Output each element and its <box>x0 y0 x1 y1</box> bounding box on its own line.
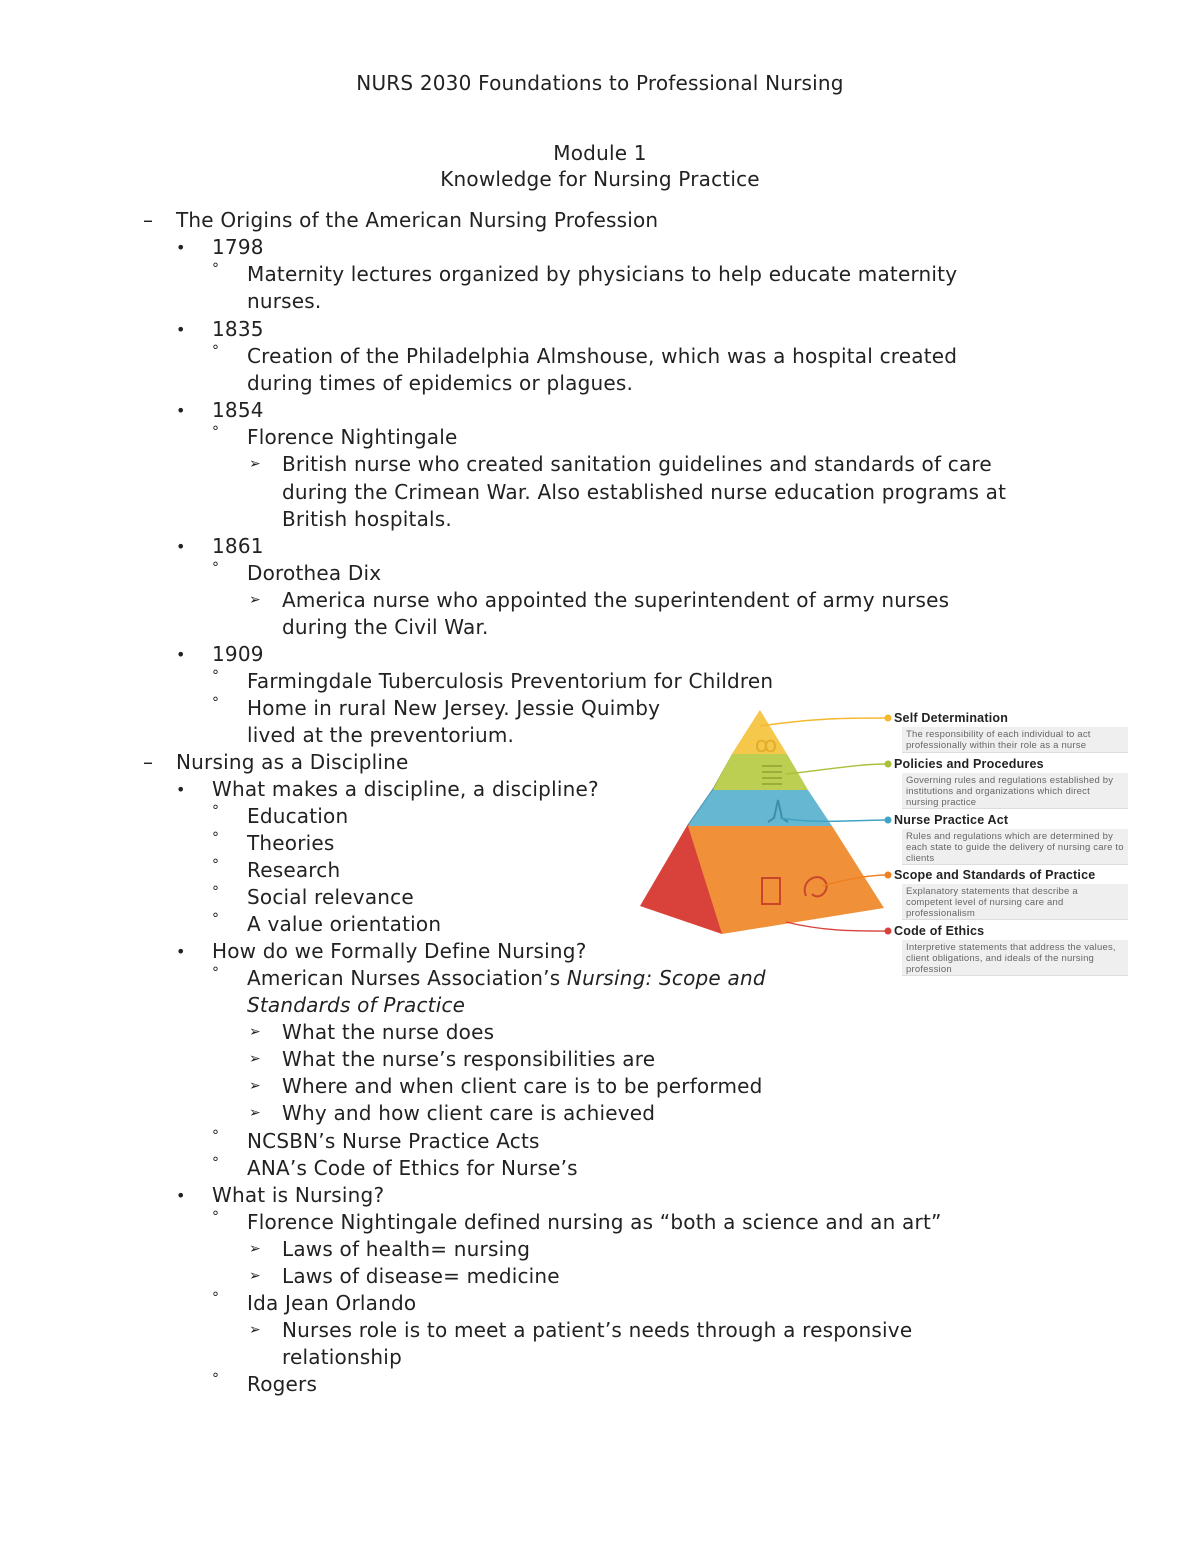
circle-marker: ° <box>212 884 220 900</box>
circle-marker: ° <box>212 1209 220 1225</box>
circle-marker: ° <box>212 1128 220 1144</box>
item-1835-line2: during times of epidemics or plagues. <box>247 371 634 395</box>
bullet-marker: • <box>176 238 186 257</box>
bullet-marker: • <box>176 320 186 339</box>
discipline-item: Research <box>247 858 341 882</box>
legend-dot <box>885 817 892 824</box>
pyramid-tier-policies <box>713 754 808 790</box>
person-rogers: Rogers <box>247 1372 318 1396</box>
question-discipline: What makes a discipline, a discipline? <box>212 777 599 801</box>
course-title: NURS 2030 Foundations to Professional Nursing <box>356 71 844 95</box>
circle-marker: ° <box>212 668 220 684</box>
arrow-bullet-icon: ➢ <box>249 1024 261 1040</box>
circle-marker: ° <box>212 857 220 873</box>
nightingale-desc-line3: British hospitals. <box>282 507 452 531</box>
legend-desc-nurse-practice-act: Rules and regulations which are determined by each state to guide the delivery of nursing care to clients <box>902 829 1128 865</box>
nightingale-definition: Florence Nightingale defined nursing as “both a science and an art” <box>247 1210 942 1234</box>
year-1835: 1835 <box>212 317 264 341</box>
dash-marker: – <box>143 750 154 774</box>
nightingale-desc-line2: during the Crimean War. Also established nurse education programs at <box>282 480 1007 504</box>
ana-point: Where and when client care is to be performed <box>282 1074 763 1098</box>
year-1854: 1854 <box>212 398 264 422</box>
arrow-bullet-icon: ➢ <box>249 1051 261 1067</box>
bullet-marker: • <box>176 1186 186 1205</box>
nursing-practice-pyramid-figure <box>636 700 1132 982</box>
year-1909: 1909 <box>212 642 264 666</box>
module-subtitle: Knowledge for Nursing Practice <box>440 167 760 191</box>
question-define-nursing: How do we Formally Define Nursing? <box>212 939 587 963</box>
ana-scope-title-part1: Nursing: Scope and <box>566 966 766 990</box>
person-nightingale: Florence Nightingale <box>247 425 458 449</box>
circle-marker: ° <box>212 695 220 711</box>
discipline-item: Theories <box>247 831 335 855</box>
legend-desc-code-of-ethics: Interpretive statements that address the values, client obligations, and ideals of the nursing profession <box>902 940 1128 976</box>
circle-marker: ° <box>212 911 220 927</box>
section-heading-discipline: Nursing as a Discipline <box>176 750 409 774</box>
ana-point: What the nurse does <box>282 1020 495 1044</box>
arrow-bullet-icon: ➢ <box>249 1322 261 1338</box>
circle-marker: ° <box>212 1371 220 1387</box>
dix-desc-line1: America nurse who appointed the superintendent of army nurses <box>282 588 950 612</box>
person-orlando: Ida Jean Orlando <box>247 1291 417 1315</box>
item-1835-line1: Creation of the Philadelphia Almshouse, which was a hospital created <box>247 344 958 368</box>
legend-title-code-of-ethics: Code of Ethics <box>894 924 985 938</box>
ana-point: Why and how client care is achieved <box>282 1101 656 1125</box>
arrow-bullet-icon: ➢ <box>249 1241 261 1257</box>
discipline-item: Social relevance <box>247 885 414 909</box>
person-dix: Dorothea Dix <box>247 561 382 585</box>
legend-title-scope-standards: Scope and Standards of Practice <box>894 868 1096 882</box>
bullet-marker: • <box>176 537 186 556</box>
year-1861: 1861 <box>212 534 264 558</box>
legend-dot <box>885 928 892 935</box>
question-what-is-nursing: What is Nursing? <box>212 1183 385 1207</box>
arrow-bullet-icon: ➢ <box>249 456 261 472</box>
pyramid-tier-scope-standards <box>688 826 884 934</box>
module-number: Module 1 <box>553 141 647 165</box>
arrow-bullet-icon: ➢ <box>249 1105 261 1121</box>
circle-marker: ° <box>212 803 220 819</box>
circle-marker: ° <box>212 965 220 981</box>
nightingale-point: Laws of health= nursing <box>282 1237 531 1261</box>
legend-desc-self-determination: The responsibility of each individual to act professionally within their role as a nurse <box>902 727 1128 753</box>
circle-marker: ° <box>212 424 220 440</box>
legend-dot <box>885 761 892 768</box>
section-heading-origins: The Origins of the American Nursing Profession <box>176 208 659 232</box>
circle-marker: ° <box>212 560 220 576</box>
legend-desc-policies: Governing rules and regulations established by institutions and organizations which direct nursing practice <box>902 773 1128 809</box>
arrow-bullet-icon: ➢ <box>249 1078 261 1094</box>
circle-marker: ° <box>212 1155 220 1171</box>
bullet-marker: • <box>176 401 186 420</box>
legend-desc-scope-standards: Explanatory statements that describe a competent level of nursing care and professionalism <box>902 884 1128 920</box>
discipline-item: Education <box>247 804 349 828</box>
person-icon: ꝏ <box>754 733 778 758</box>
arrow-bullet-icon: ➢ <box>249 1268 261 1284</box>
legend-title-policies: Policies and Procedures <box>894 757 1044 771</box>
ana-point: What the nurse’s responsibilities are <box>282 1047 656 1071</box>
arrow-bullet-icon: ➢ <box>249 592 261 608</box>
orlando-desc-line1: Nurses role is to meet a patient’s needs through a responsive <box>282 1318 913 1342</box>
item-1798-line2: nurses. <box>247 289 322 313</box>
legend-title-nurse-practice-act: Nurse Practice Act <box>894 813 1009 827</box>
dash-marker: – <box>143 208 154 232</box>
discipline-item: A value orientation <box>247 912 442 936</box>
item-1909-home-line1: Home in rural New Jersey. Jessie Quimby <box>247 696 661 720</box>
nightingale-desc-line1: British nurse who created sanitation guidelines and standards of care <box>282 452 992 476</box>
bullet-marker: • <box>176 645 186 664</box>
orlando-desc-line2: relationship <box>282 1345 402 1369</box>
dix-desc-line2: during the Civil War. <box>282 615 489 639</box>
ana-scope-title-part2: Standards of Practice <box>247 993 466 1017</box>
bullet-marker: • <box>176 780 186 799</box>
ana-scope-line2 <box>247 992 465 1019</box>
item-1798-line1: Maternity lectures organized by physicians to help educate maternity <box>247 262 958 286</box>
ncsbn-practice-acts: NCSBN’s Nurse Practice Acts <box>247 1129 540 1153</box>
legend-dot <box>885 715 892 722</box>
bullet-marker: • <box>176 942 186 961</box>
ana-scope-prefix: American Nurses Association’s <box>247 966 567 990</box>
circle-marker: ° <box>212 343 220 359</box>
item-1909-home-line2: lived at the preventorium. <box>247 723 515 747</box>
year-1798: 1798 <box>212 235 264 259</box>
legend-dot <box>885 872 892 879</box>
item-1909-preventorium: Farmingdale Tuberculosis Preventorium for Children <box>247 669 774 693</box>
ana-code-of-ethics: ANA’s Code of Ethics for Nurse’s <box>247 1156 578 1180</box>
circle-marker: ° <box>212 261 220 277</box>
legend-title-self-determination: Self Determination <box>894 711 1009 725</box>
circle-marker: ° <box>212 1290 220 1306</box>
nightingale-point: Laws of disease= medicine <box>282 1264 560 1288</box>
circle-marker: ° <box>212 830 220 846</box>
